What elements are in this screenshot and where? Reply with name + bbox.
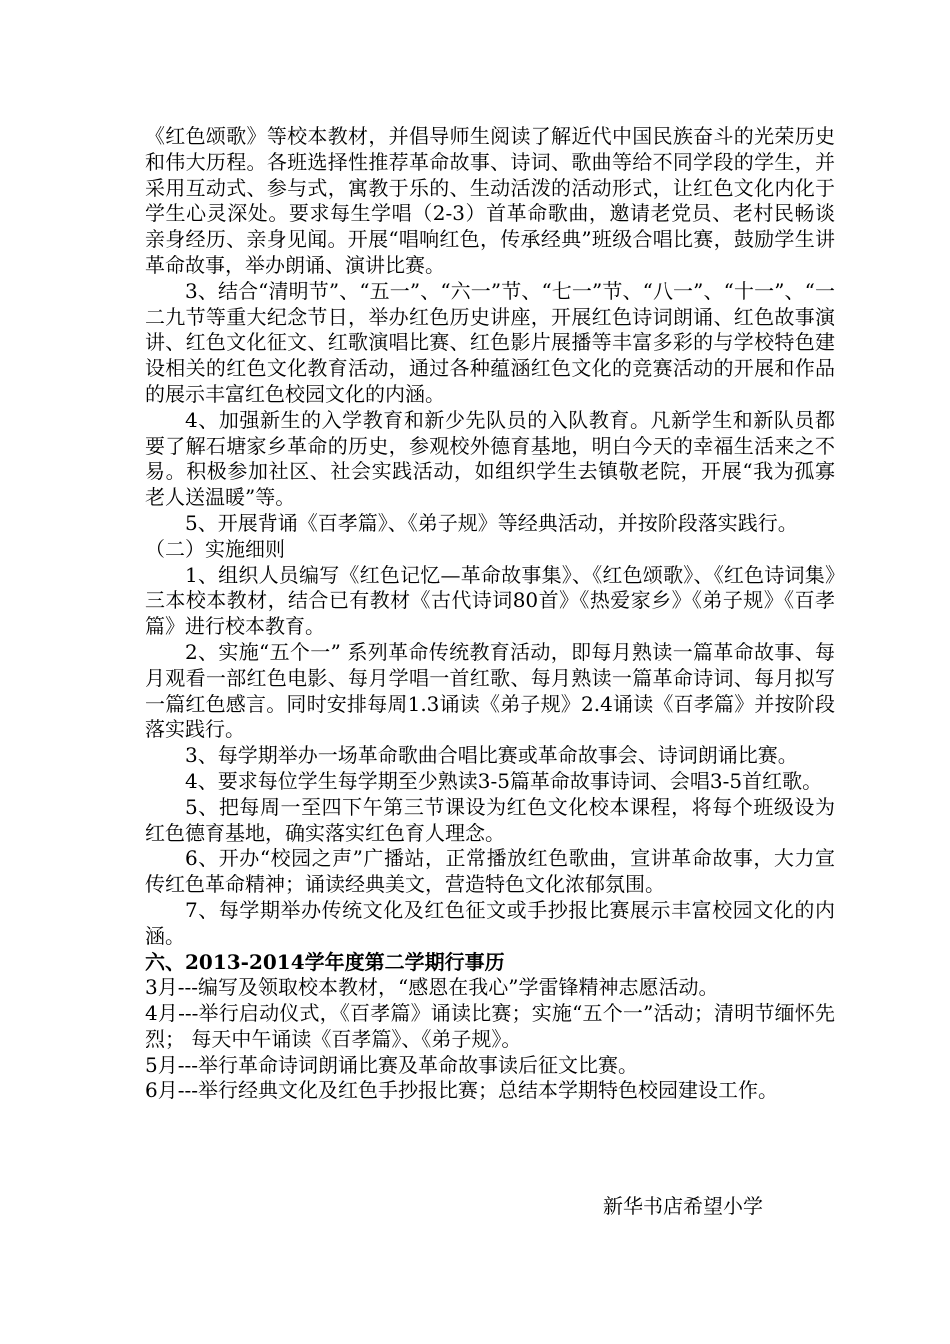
paragraph-4: 5、开展背诵《百孝篇》、《弟子规》等经典活动，并按阶段落实践行。 (185, 510, 798, 535)
paragraph-10: 6、开办“校园之声”广播站，正常播放红色歌曲，宣讲革命故事，大力宣传红色革命精神；诵读经典美文，营造特色文化浓郁氛围。 (145, 846, 835, 897)
paragraph-11: 7、每学期举办传统文化及红色征文或手抄报比赛展示丰富校园文化的内涵。 (145, 897, 835, 948)
paragraph-7: 3、每学期举办一场革命歌曲合唱比赛或革命故事会、诗词朗诵比赛。 (185, 743, 798, 768)
paragraph-6: 2、实施“五个一” 系列革命传统教育活动，即每月熟读一篇革命故事、每月观看一部红色电影、每月学唱一首红歌、每月熟读一篇革命诗词、每月拟写一篇红色感言。同时安排每周1.3诵读《弟子规》2.4诵读《百孝篇》并按阶段落实践行。 (145, 639, 835, 742)
paragraph-3: 4、加强新生的入学教育和新少先队员的入队教育。凡新学生和新队员都要了解石塘家乡革命的历史，参观校外德育基地，明白今天的幸福生活来之不易。积极参加社区、社会实践活动，如组织学生去镇敬老院，开展“我为孤寡老人送温暖”等。 (145, 407, 835, 510)
paragraph-5: 1、组织人员编写《红色记忆—革命故事集》、《红色颂歌》、《红色诗词集》三本校本教材，结合已有教材《古代诗词80首》《热爱家乡》《弟子规》《百孝篇》进行校本教育。 (145, 562, 835, 639)
paragraph-2: 3、结合“清明节”、“五一”、“六一”节、“七一”节、“八一”、“十一”、“一二九节等重大纪念节日，举办红色历史讲座，开展红色诗词朗诵、红色故事演讲、红色文化征文、红歌演唱比赛、红色影片展播等丰富多彩的与学校特色建设相关的红色文化教育活动，通过各种蕴涵红色文化的竞赛活动的开展和作品的展示丰富红色校园文化的内涵。 (145, 278, 835, 406)
calendar-item-may: 5月---举行革命诗词朗诵比赛及革命故事读后征文比赛。 (145, 1052, 638, 1077)
document-body (145, 124, 835, 1104)
school-signature: 新华书店希望小学 (603, 1194, 763, 1218)
paragraph-8: 4、要求每位学生每学期至少熟读3-5篇革命故事诗词、会唱3-5首红歌。 (185, 768, 823, 793)
section-heading-implementation: （二）实施细则 (145, 536, 285, 561)
paragraph-9: 5、把每周一至四下午第三节课设为红色文化校本课程，将每个班级设为红色德育基地，确实落实红色育人理念。 (145, 794, 835, 845)
calendar-item-april: 4月---举行启动仪式，《百孝篇》诵读比赛；实施“五个一”活动；清明节缅怀先烈； 每天中午诵读《百孝篇》、《弟子规》。 (145, 1001, 835, 1051)
calendar-item-june: 6月---举行经典文化及红色手抄报比赛；总结本学期特色校园建设工作。 (145, 1078, 778, 1103)
calendar-item-march: 3月---编写及领取校本教材，“感恩在我心”学雷锋精神志愿活动。 (145, 975, 719, 1000)
paragraph-1: 《红色颂歌》等校本教材，并倡导师生阅读了解近代中国民族奋斗的光荣历史和伟大历程。各班选择性推荐革命故事、诗词、歌曲等给不同学段的学生，并采用互动式、参与式，寓教于乐的、生动活泼的活动形式，让红色文化内化于学生心灵深处。要求每生学唱（2-3）首革命歌曲，邀请老党员、老村民畅谈亲身经历、亲身见闻。开展“唱响红色，传承经典”班级合唱比赛，鼓励学生讲革命故事，举办朗诵、演讲比赛。 (145, 124, 835, 277)
section-heading-calendar: 六、2013-2014学年度第二学期行事历 (145, 949, 505, 974)
